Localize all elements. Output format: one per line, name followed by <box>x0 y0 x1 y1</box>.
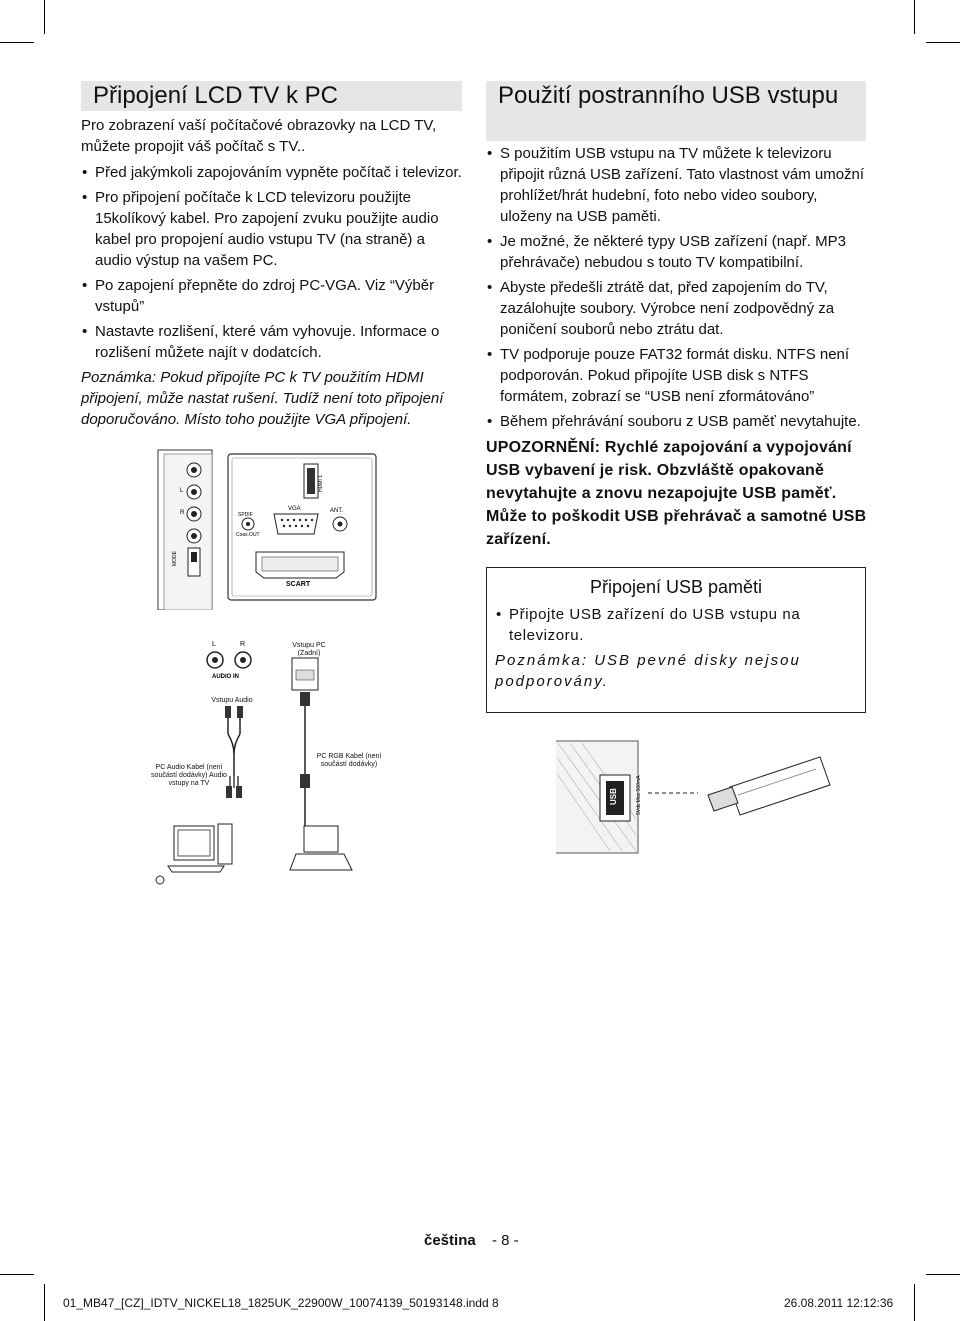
crop-mark <box>926 42 960 43</box>
crop-mark <box>0 42 34 43</box>
usb-warning: UPOZORNĚNÍ: Rychlé zapojování a vypojování USB vybavení je risk. Obzvláště opakovaně nevytahujte a znovu nezapojujte USB paměť. Může to poškodit USB přehrávač a samotné USB zařízení. <box>486 439 867 548</box>
footer-file-name: 01_MB47_[CZ]_IDTV_NICKEL18_1825UK_22900W_10074139_50193148.indd 8 <box>63 1296 499 1310</box>
usb-memory-box <box>486 567 866 713</box>
left-bullet: • Před jakýmkoli zapojováním vypněte počítač i televizor. <box>81 162 463 183</box>
usb-rating-label: 5Vdc Max 500mA <box>636 775 642 815</box>
vstupu-pc-label: Vstupu PC (Zadní) <box>292 642 326 657</box>
crop-mark <box>0 1274 34 1275</box>
left-intro: Pro zobrazení vaší počítačové obrazovky na LCD TV, můžete propojit váš počítač s TV.. <box>81 117 437 155</box>
page-number: - 8 - <box>492 1232 519 1249</box>
coax-label: Coax.OUT <box>236 532 260 538</box>
left-bullet: • Nastavte rozlišení, které vám vyhovuje. Informace o rozlišení můžete najít v dodatcích. <box>81 321 463 363</box>
crop-mark <box>44 0 45 34</box>
right-section-header <box>486 81 866 141</box>
spdif-label: SPDIF <box>238 512 253 518</box>
footer-date: 26.08.2011 12:12:36 <box>784 1296 894 1310</box>
usb-stick-diagram <box>548 735 878 865</box>
right-column <box>486 143 868 556</box>
right-bullet-list <box>486 143 868 432</box>
hdmi-label: HDMI 1 <box>318 475 324 492</box>
right-bullet: • TV podporuje pouze FAT32 formát disku. NTFS není podporován. Pokud připojíte USB disk s NTFS formátem, zobrazí se “USB není zformátováno” <box>486 344 868 407</box>
pc-audio-cable-label: PC Audio Kabel (není součástí dodávky) Audio vstupy na TV <box>151 764 227 787</box>
usb-box-title: Připojení USB paměti <box>589 577 763 597</box>
audio-in-label: AUDIO IN <box>212 674 239 680</box>
left-section-header <box>81 81 462 111</box>
side-r-label: R <box>180 510 185 516</box>
left-bullet-list <box>81 162 463 363</box>
usb-port-label: USB <box>609 788 618 805</box>
crop-mark <box>914 0 915 34</box>
right-bullet: • Abyste předešli ztrátě dat, před zapojením do TV, zazálohujte soubory. Výrobce není zodpovědný za poničení souborů nebo ztrátu dat. <box>486 277 868 340</box>
ant-label: ANT. <box>330 508 344 514</box>
right-bullet: • Je možné, že některé typy USB zařízení (např. MP3 přehrávače) nebudou s touto TV kompatibilní. <box>486 231 868 273</box>
scart-label: SCART <box>286 581 311 588</box>
crop-mark <box>926 1274 960 1275</box>
right-bullet: • S použitím USB vstupu na TV můžete k televizoru připojit různá USB zařízení. Tato vlastnost vám umožní prohlížet/hrát hudební, foto nebo video soubory, uloženy na USB paměti. <box>486 143 868 227</box>
crop-mark <box>914 1284 915 1321</box>
left-note: Poznámka: Pokud připojíte PC k TV použitím HDMI připojení, může nastat rušení. Tudíž není toto připojení doporučováno. Místo toho použijte VGA připojení. <box>81 369 444 428</box>
pc-rgb-cable-label: PC RGB Kabel (není součástí dodávky) <box>316 753 382 768</box>
side-mode-label: MODE <box>172 551 178 566</box>
right-channel-label: R <box>240 641 246 648</box>
usb-box-bullet: • Připojte USB zařízení do USB vstupu na televizoru. <box>495 604 857 646</box>
crop-mark <box>44 1284 45 1321</box>
left-channel-label: L <box>212 641 216 648</box>
usb-box-body <box>487 598 865 692</box>
right-bullet: • Během přehrávání souboru z USB paměť nevytahujte. <box>486 411 868 432</box>
usb-box-note: Poznámka: USB pevné disky nejsou podporovány. <box>495 652 801 690</box>
left-bullet: • Po zapojení přepněte do zdroj PC-VGA. Viz “Výběr vstupů” <box>81 275 463 317</box>
left-bullet: • Pro připojení počítače k LCD televizoru použijte 15kolíkový kabel. Pro zapojení zvuku použijte audio kabel pro propojení audio vstupu TV (na straně) a audio výstup na vašem PC. <box>81 187 463 271</box>
left-column <box>81 115 463 435</box>
vstupu-audio-label: Vstupu Audio <box>211 697 253 704</box>
left-section-title: Připojení LCD TV k PC <box>93 82 338 109</box>
vga-label: VGA <box>288 506 301 512</box>
page-language: čeština <box>424 1232 476 1249</box>
side-l-label: L <box>180 488 184 494</box>
right-section-title: Použití postranního USB vstupu <box>498 82 839 109</box>
tv-connection-diagram <box>150 440 400 610</box>
usb-box-list <box>495 604 857 646</box>
